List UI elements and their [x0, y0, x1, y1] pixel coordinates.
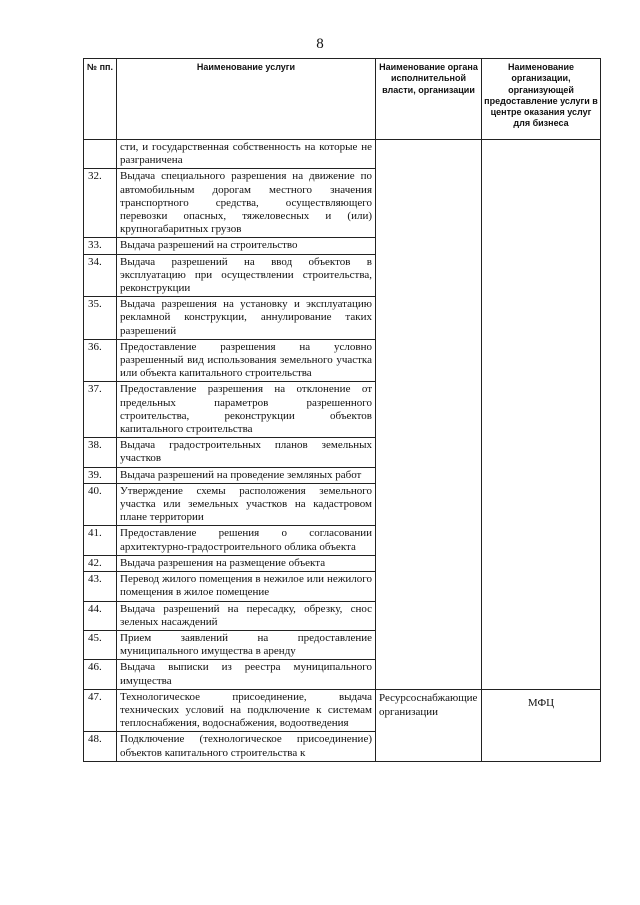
- row-number: 39.: [84, 467, 117, 483]
- row-number: 38.: [84, 438, 117, 467]
- service-name: Выдача разрешений на пересадку, обрезку, снос зеленых насаждений: [117, 601, 376, 630]
- service-name: Утверждение схемы расположения земельного участка или земельных участков на кадастровом плане территории: [117, 483, 376, 526]
- service-name: Предоставление разрешения на условно разрешенный вид использования земельного участка или объекта капитального строительства: [117, 339, 376, 382]
- row-number: 46.: [84, 660, 117, 689]
- service-name: Предоставление разрешения на отклонение от предельных параметров разрешенного строительства, реконструкции объектов капитального строительства: [117, 382, 376, 438]
- row-number: 33.: [84, 238, 117, 254]
- service-name: Выдача разрешения на установку и эксплуатацию рекламной конструкции, аннулирование таких разрешений: [117, 297, 376, 340]
- row-number: 45.: [84, 630, 117, 659]
- row-number: [84, 140, 117, 169]
- table-body: [84, 140, 601, 762]
- service-name: сти, и государственная собственность на которые не разграничена: [117, 140, 376, 169]
- organizer-cell-empty: [482, 140, 601, 690]
- service-name: Выдача выписки из реестра муниципального имущества: [117, 660, 376, 689]
- service-name: Выдача специального разрешения на движение по автомобильным дорогам местного значения транспортного средства, осуществляющего перевозки опасных, тяжеловесных и (или) крупногабаритных грузов: [117, 169, 376, 238]
- row-number: 48.: [84, 732, 117, 761]
- row-number: 36.: [84, 339, 117, 382]
- organizer-cell: МФЦ: [482, 689, 601, 761]
- table-row: [84, 140, 601, 169]
- table-row: [84, 689, 601, 732]
- row-number: 42.: [84, 555, 117, 571]
- row-number: 41.: [84, 526, 117, 555]
- agency-cell-empty: [376, 140, 482, 690]
- header-agency: Наименование органа исполнительной власти, организации: [376, 59, 482, 140]
- service-name: Предоставление решения о согласовании архитектурно-градостроительного облика объекта: [117, 526, 376, 555]
- row-number: 43.: [84, 572, 117, 601]
- header-organizer: Наименование организации, организующей предоставление услуги в центре оказания услуг для бизнеса: [482, 59, 601, 140]
- service-name: Технологическое присоединение, выдача технических условий на подключение к системам теплоснабжения, водоснабжения, водоотведения: [117, 689, 376, 732]
- agency-cell: Ресурсоснабжающие организации: [376, 689, 482, 761]
- service-name: Выдача разрешений на ввод объектов в эксплуатацию при осуществлении строительства, реконструкции: [117, 254, 376, 297]
- page-number: 8: [316, 36, 324, 52]
- service-name: Выдача разрешений на проведение земляных работ: [117, 467, 376, 483]
- service-name: Подключение (технологическое присоединение) объектов капитального строительства к: [117, 732, 376, 761]
- row-number: 47.: [84, 689, 117, 732]
- service-name: Выдача градостроительных планов земельных участков: [117, 438, 376, 467]
- service-name: Перевод жилого помещения в нежилое или нежилого помещения в жилое помещение: [117, 572, 376, 601]
- header-service-name: Наименование услуги: [117, 59, 376, 140]
- service-name: Прием заявлений на предоставление муниципального имущества в аренду: [117, 630, 376, 659]
- header-number: № пп.: [84, 59, 117, 140]
- service-name: Выдача разрешения на размещение объекта: [117, 555, 376, 571]
- row-number: 32.: [84, 169, 117, 238]
- row-number: 37.: [84, 382, 117, 438]
- services-table: [83, 58, 601, 762]
- row-number: 40.: [84, 483, 117, 526]
- row-number: 35.: [84, 297, 117, 340]
- header-row: [84, 59, 601, 140]
- row-number: 44.: [84, 601, 117, 630]
- table-header: [84, 59, 601, 140]
- service-name: Выдача разрешений на строительство: [117, 238, 376, 254]
- row-number: 34.: [84, 254, 117, 297]
